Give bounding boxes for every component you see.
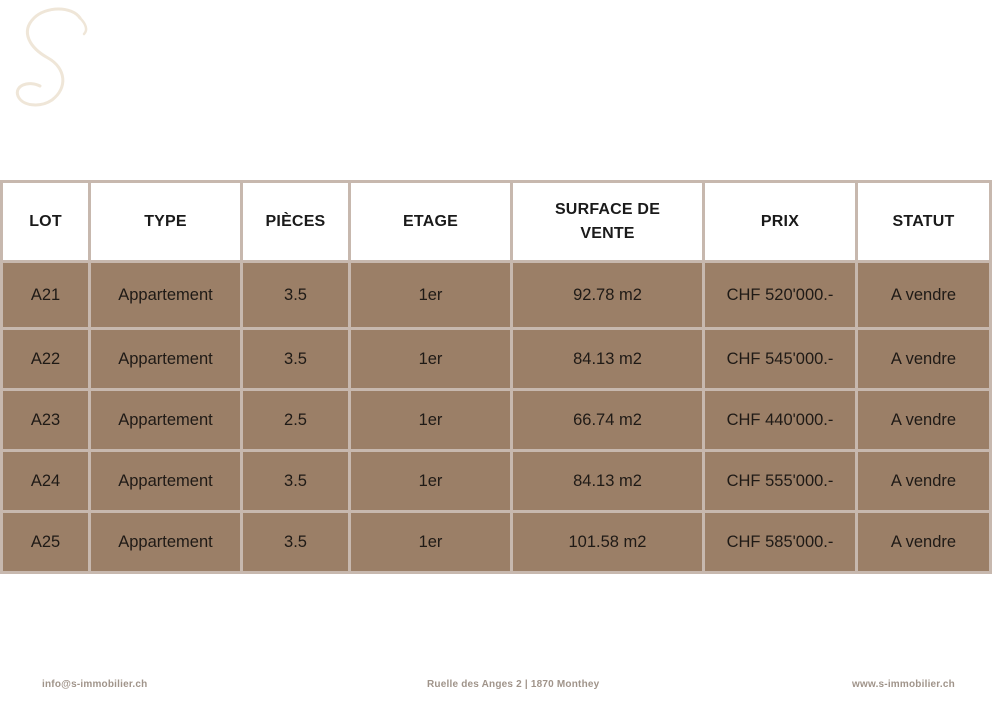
cell-lot: A22 bbox=[2, 329, 90, 390]
cell-surface: 101.58 m2 bbox=[512, 512, 704, 573]
cell-lot: A24 bbox=[2, 451, 90, 512]
cell-pieces: 3.5 bbox=[242, 512, 350, 573]
cell-pieces: 2.5 bbox=[242, 390, 350, 451]
lots-table bbox=[0, 180, 992, 574]
cell-statut: A vendre bbox=[857, 262, 991, 329]
cell-pieces: 3.5 bbox=[242, 451, 350, 512]
cell-lot: A21 bbox=[2, 262, 90, 329]
cell-pieces: 3.5 bbox=[242, 262, 350, 329]
cell-statut: A vendre bbox=[857, 451, 991, 512]
header-etage: ETAGE bbox=[350, 182, 512, 262]
cell-surface: 84.13 m2 bbox=[512, 451, 704, 512]
cell-prix: CHF 555'000.- bbox=[704, 451, 857, 512]
cell-lot: A23 bbox=[2, 390, 90, 451]
cell-etage: 1er bbox=[350, 390, 512, 451]
cell-statut: A vendre bbox=[857, 390, 991, 451]
table-row bbox=[2, 329, 991, 390]
cell-statut: A vendre bbox=[857, 512, 991, 573]
cell-prix: CHF 585'000.- bbox=[704, 512, 857, 573]
cell-etage: 1er bbox=[350, 512, 512, 573]
cell-prix: CHF 545'000.- bbox=[704, 329, 857, 390]
cell-type: Appartement bbox=[90, 262, 242, 329]
table-row bbox=[2, 451, 991, 512]
cell-statut: A vendre bbox=[857, 329, 991, 390]
lots-table-container bbox=[0, 180, 989, 574]
header-statut: STATUT bbox=[857, 182, 991, 262]
cell-pieces: 3.5 bbox=[242, 329, 350, 390]
footer-website[interactable]: www.s-immobilier.ch bbox=[852, 679, 955, 690]
cell-type: Appartement bbox=[90, 512, 242, 573]
header-pieces: PIÈCES bbox=[242, 182, 350, 262]
footer-address: Ruelle des Anges 2 | 1870 Monthey bbox=[427, 679, 600, 690]
cell-prix: CHF 520'000.- bbox=[704, 262, 857, 329]
cell-prix: CHF 440'000.- bbox=[704, 390, 857, 451]
table-row bbox=[2, 262, 991, 329]
table-row bbox=[2, 390, 991, 451]
cell-type: Appartement bbox=[90, 329, 242, 390]
cell-surface: 66.74 m2 bbox=[512, 390, 704, 451]
cell-lot: A25 bbox=[2, 512, 90, 573]
header-type: TYPE bbox=[90, 182, 242, 262]
table-row bbox=[2, 512, 991, 573]
cell-etage: 1er bbox=[350, 451, 512, 512]
table-header-row bbox=[2, 182, 991, 262]
header-surface: SURFACE DE VENTE bbox=[512, 182, 704, 262]
cell-type: Appartement bbox=[90, 390, 242, 451]
footer-email[interactable]: info@s-immobilier.ch bbox=[42, 679, 148, 690]
cell-surface: 84.13 m2 bbox=[512, 329, 704, 390]
cell-etage: 1er bbox=[350, 329, 512, 390]
header-lot: LOT bbox=[2, 182, 90, 262]
cell-surface: 92.78 m2 bbox=[512, 262, 704, 329]
cell-type: Appartement bbox=[90, 451, 242, 512]
s-monogram-icon bbox=[8, 4, 92, 108]
cell-etage: 1er bbox=[350, 262, 512, 329]
header-prix: PRIX bbox=[704, 182, 857, 262]
